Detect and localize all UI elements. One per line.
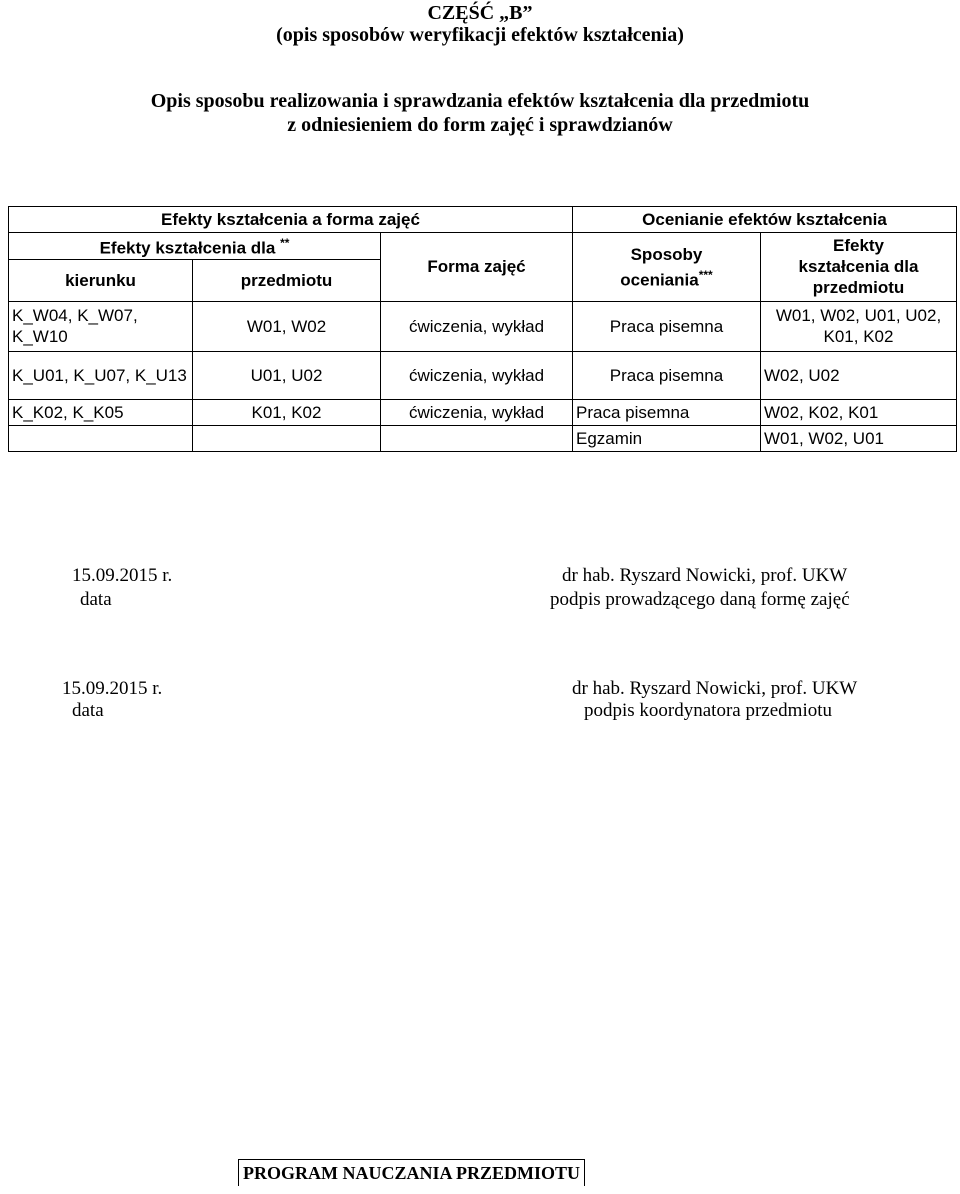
signature-role-1: podpis prowadzącego daną formę zajęć bbox=[550, 589, 850, 610]
table-row bbox=[9, 399, 957, 425]
cell-forma bbox=[381, 425, 573, 451]
table-row bbox=[9, 301, 957, 351]
header-przedmiotu: przedmiotu bbox=[193, 259, 381, 301]
header-efekty-przedmiotu: Efekty kształcenia dla przedmiotu bbox=[761, 233, 957, 302]
signature-role-2: podpis koordynatora przedmiotu bbox=[584, 700, 833, 721]
cell-sposoby: Praca pisemna bbox=[573, 399, 761, 425]
cell-kierunku bbox=[9, 425, 193, 451]
signature-name-1: dr hab. Ryszard Nowicki, prof. UKW bbox=[562, 565, 848, 586]
signature-name-2: dr hab. Ryszard Nowicki, prof. UKW bbox=[572, 678, 858, 699]
table-row bbox=[9, 351, 957, 399]
cell-przedmiotu: W01, W02 bbox=[193, 301, 381, 351]
effects-table bbox=[8, 206, 957, 452]
header-sposoby-oceniania: Sposoby oceniania*** bbox=[573, 233, 761, 302]
cell-sposoby: Praca pisemna bbox=[573, 351, 761, 399]
header-effects-for: Efekty kształcenia dla ** bbox=[9, 233, 381, 260]
header-kierunku: kierunku bbox=[9, 259, 193, 301]
cell-efekty: W02, K02, K01 bbox=[761, 399, 957, 425]
cell-przedmiotu: K01, K02 bbox=[193, 399, 381, 425]
cell-kierunku: K_K02, K_K05 bbox=[9, 399, 193, 425]
part-title: CZĘŚĆ „B” bbox=[427, 2, 533, 24]
cell-efekty: W01, W02, U01, U02, K01, K02 bbox=[761, 301, 957, 351]
part-subtitle: (opis sposobów weryfikacji efektów kształcenia) bbox=[276, 24, 684, 46]
cell-kierunku: K_W04, K_W07, K_W10 bbox=[9, 301, 193, 351]
cell-sposoby: Praca pisemna bbox=[573, 301, 761, 351]
description-line-1: Opis sposobu realizowania i sprawdzania efektów kształcenia dla przedmiotu bbox=[150, 90, 810, 112]
cell-forma: ćwiczenia, wykład bbox=[381, 399, 573, 425]
cell-efekty: W01, W02, U01 bbox=[761, 425, 957, 451]
signature-date-label-2: data bbox=[72, 700, 104, 721]
cell-forma: ćwiczenia, wykład bbox=[381, 351, 573, 399]
cell-forma: ćwiczenia, wykład bbox=[381, 301, 573, 351]
cell-przedmiotu: U01, U02 bbox=[193, 351, 381, 399]
cell-przedmiotu bbox=[193, 425, 381, 451]
table-row bbox=[9, 425, 957, 451]
description-line-2: z odniesieniem do form zajęć i sprawdzianów bbox=[287, 114, 673, 136]
header-forma-zajec: Forma zajęć bbox=[381, 233, 573, 302]
group-header-effects-form: Efekty kształcenia a forma zajęć bbox=[9, 207, 573, 233]
signature-date-2: 15.09.2015 r. bbox=[62, 678, 163, 699]
cell-sposoby: Egzamin bbox=[573, 425, 761, 451]
signature-date-1: 15.09.2015 r. bbox=[72, 565, 173, 586]
cell-efekty: W02, U02 bbox=[761, 351, 957, 399]
signature-date-label-1: data bbox=[80, 589, 112, 610]
footer-title: PROGRAM NAUCZANIA PRZEDMIOTU bbox=[238, 1159, 585, 1186]
group-header-assessment: Ocenianie efektów kształcenia bbox=[573, 207, 957, 233]
cell-kierunku: K_U01, K_U07, K_U13 bbox=[9, 351, 193, 399]
